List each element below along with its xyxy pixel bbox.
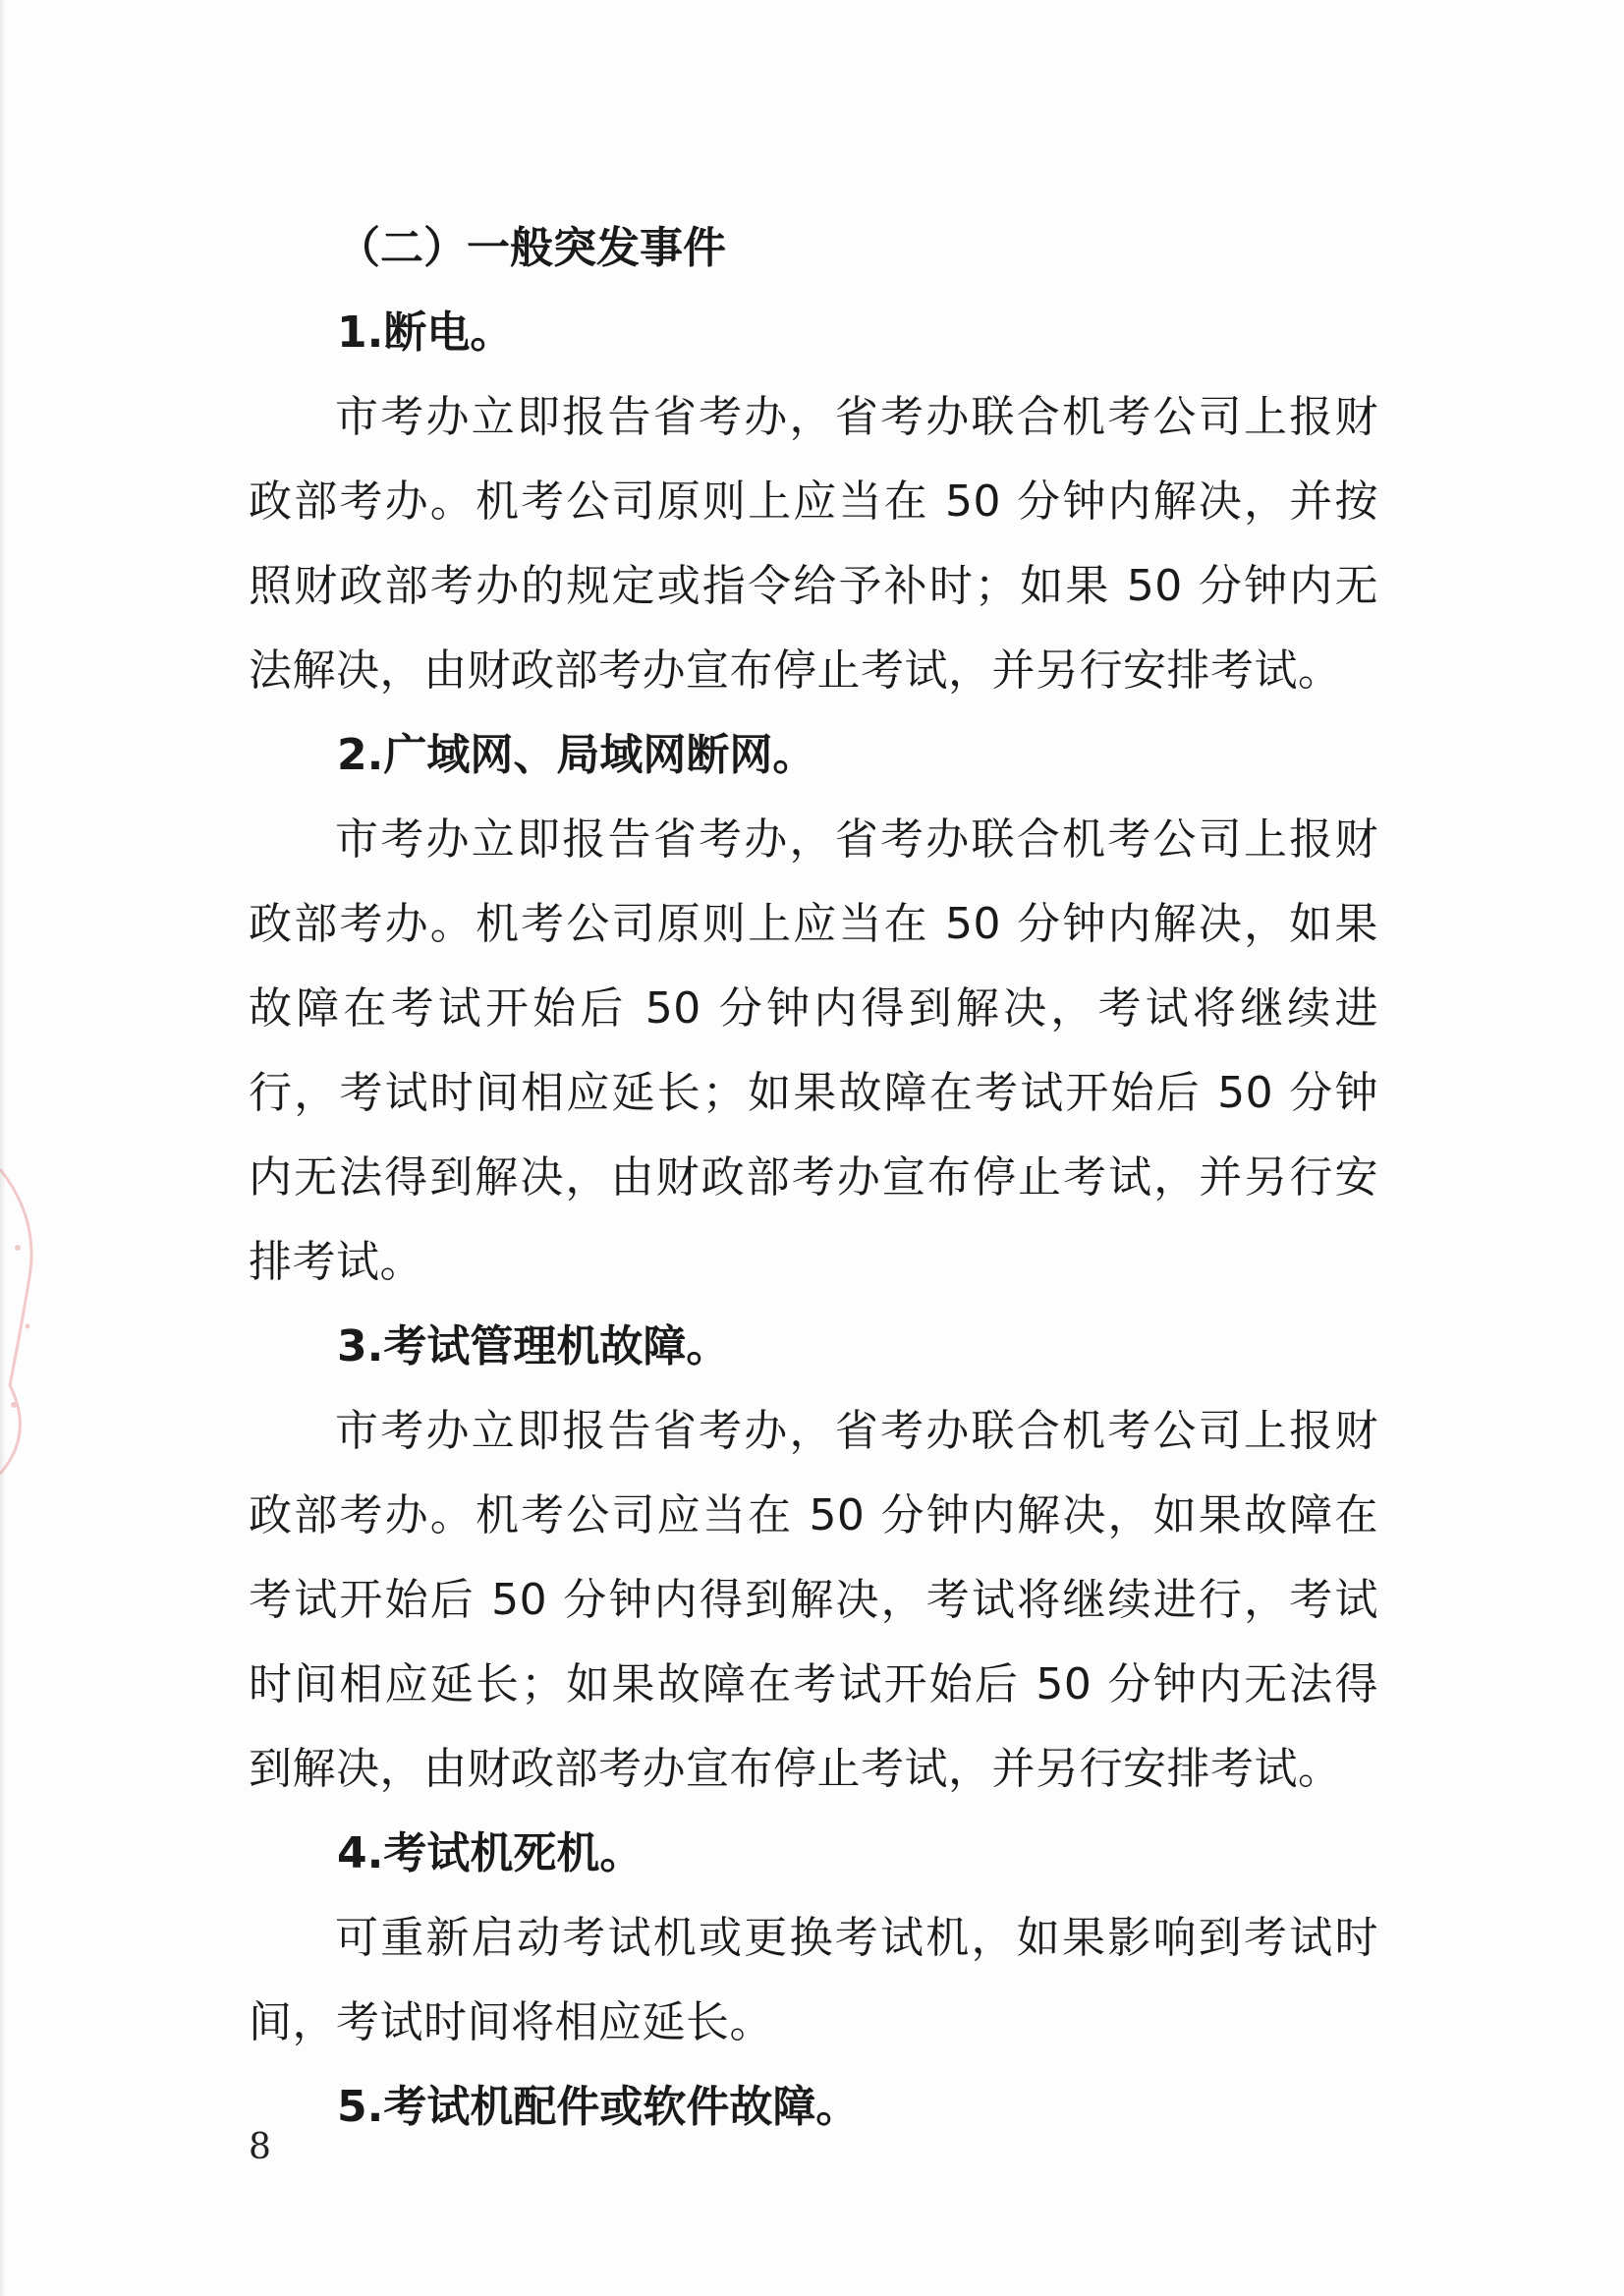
item-text-management-machine-failure: 市考办立即报告省考办，省考办联合机考公司上报财政部考办。机考公司应当在 50 分钟内解决，如果故障在考试开始后 50 分钟内得到解决，考试将继续进行，考试时间相应延长；如果故障在考试开始后 50 分钟内无法得到解决，由财政部考办宣布停止考试，并另行安排考试。 (249, 1406, 1378, 1794)
item-heading-hardware-software-failure: 5.考试机配件或软件故障。 (337, 2082, 860, 2132)
item-text-network-outage: 市考办立即报告省考办，省考办联合机考公司上报财政部考办。机考公司原则上应当在 50 分钟内解决，如果故障在考试开始后 50 分钟内得到解决，考试将继续进行，考试时间相应延长；如果故障在考试开始后 50 分钟内无法得到解决，由财政部考办宣布停止考试，并另行安排考试。 (249, 814, 1378, 1287)
document-body (249, 206, 1378, 2150)
item-heading-power-outage: 1.断电。 (337, 308, 514, 358)
item-heading-exam-machine-crash: 4.考试机死机。 (337, 1828, 644, 1878)
section-title: （二）一般突发事件 (337, 223, 726, 273)
item-text-power-outage: 市考办立即报告省考办，省考办联合机考公司上报财政部考办。机考公司原则上应当在 50 分钟内解决，并按照财政部考办的规定或指令给予补时；如果 50 分钟内无法解决，由财政部考办宣布停止考试，并另行安排考试。 (249, 392, 1378, 696)
page-number: 8 (249, 2127, 271, 2167)
item-heading-network-outage: 2.广域网、局域网断网。 (337, 730, 816, 780)
item-text-exam-machine-crash: 可重新启动考试机或更换考试机，如果影响到考试时间，考试时间将相应延长。 (249, 1913, 1378, 2047)
scan-edge (0, 0, 6, 2296)
seal-remnant-icon (0, 1159, 59, 1484)
item-heading-management-machine-failure: 3.考试管理机故障。 (337, 1321, 730, 1372)
